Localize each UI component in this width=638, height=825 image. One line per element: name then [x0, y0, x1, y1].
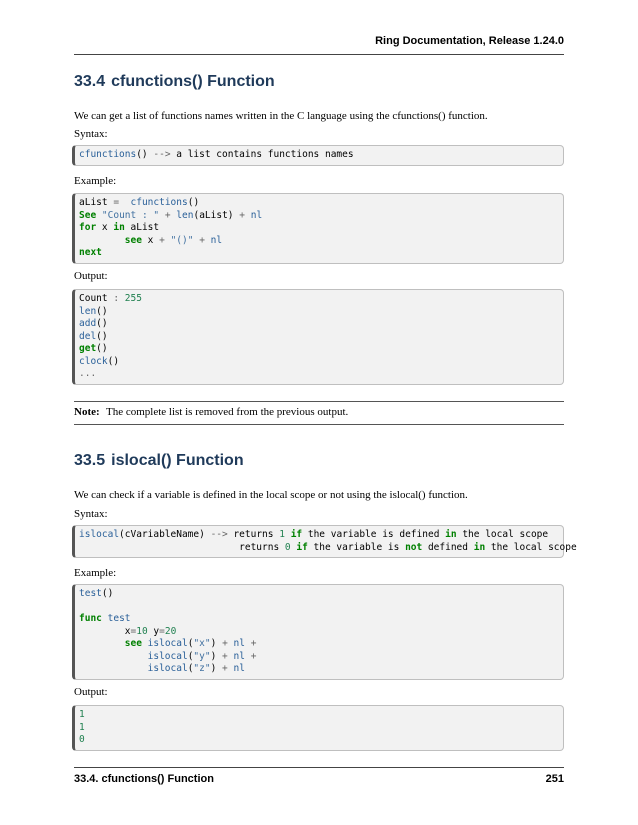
footer-divider [74, 767, 564, 768]
code-line: see x + "()" + nl [124, 234, 223, 246]
syntax-label: Syntax: [74, 508, 108, 520]
code-line: func test [79, 613, 131, 624]
code-line: for x in aList [79, 222, 160, 233]
section-intro: We can check if a variable is defined in the local scope or not using the islocal() function. [74, 489, 468, 501]
code-line: islocal("y") + nl + [147, 650, 257, 662]
footer-section: 33.4. cfunctions() Function [74, 773, 214, 785]
output-label: Output: [74, 686, 108, 698]
code-line: cfunctions() --> a list contains functions names [79, 149, 354, 160]
code-line: See "Count : " + len(aList) + nl [79, 209, 263, 221]
section-heading-islocal [74, 452, 244, 470]
code-block-syntax [72, 145, 564, 166]
section-heading-cfunctions [74, 73, 275, 91]
code-block-output [72, 705, 564, 751]
code-line: 1 [79, 709, 85, 720]
code-line: ... [79, 368, 97, 379]
code-line: returns 0 if the variable is not defined in the local scope [79, 541, 577, 553]
code-line [79, 601, 559, 614]
code-line: 0 [79, 734, 85, 745]
code-line: clock() [79, 355, 120, 367]
code-line: islocal("z") + nl [147, 663, 245, 674]
example-label: Example: [74, 175, 117, 187]
code-line: len() [79, 305, 108, 317]
code-line: islocal(cVariableName) --> returns 1 if the variable is defined in the local scope [79, 529, 549, 540]
note-label: Note: [74, 406, 100, 418]
code-block-output [72, 289, 564, 385]
code-line: Count : 255 [79, 293, 142, 304]
code-block-syntax [72, 525, 577, 558]
code-line: 1 [79, 721, 85, 733]
page-number: 251 [545, 773, 564, 785]
syntax-label: Syntax: [74, 128, 108, 140]
section-title: islocal() Function [111, 452, 244, 469]
section-title: cfunctions() Function [111, 73, 275, 90]
section-number: 33.5 [74, 452, 106, 469]
code-line: add() [79, 318, 108, 329]
section-number: 33.4 [74, 73, 106, 90]
section-intro: We can get a list of functions names written in the C language using the cfunctions() function. [74, 110, 488, 122]
code-line: next [79, 247, 102, 258]
code-block-example [72, 584, 564, 680]
code-line: x=10 y=20 [79, 625, 177, 637]
note-box [74, 401, 564, 425]
code-block-example [72, 193, 564, 264]
example-label: Example: [74, 567, 117, 579]
header-divider [74, 54, 564, 55]
output-label: Output: [74, 270, 108, 282]
code-line: aList = cfunctions() [79, 197, 200, 208]
code-line: del() [79, 330, 108, 342]
code-line: see islocal("x") + nl + [124, 638, 257, 649]
note-text: The complete list is removed from the previous output. [106, 406, 349, 418]
code-line: get() [79, 343, 108, 354]
code-line: test() [79, 588, 114, 599]
running-header: Ring Documentation, Release 1.24.0 [375, 35, 564, 47]
